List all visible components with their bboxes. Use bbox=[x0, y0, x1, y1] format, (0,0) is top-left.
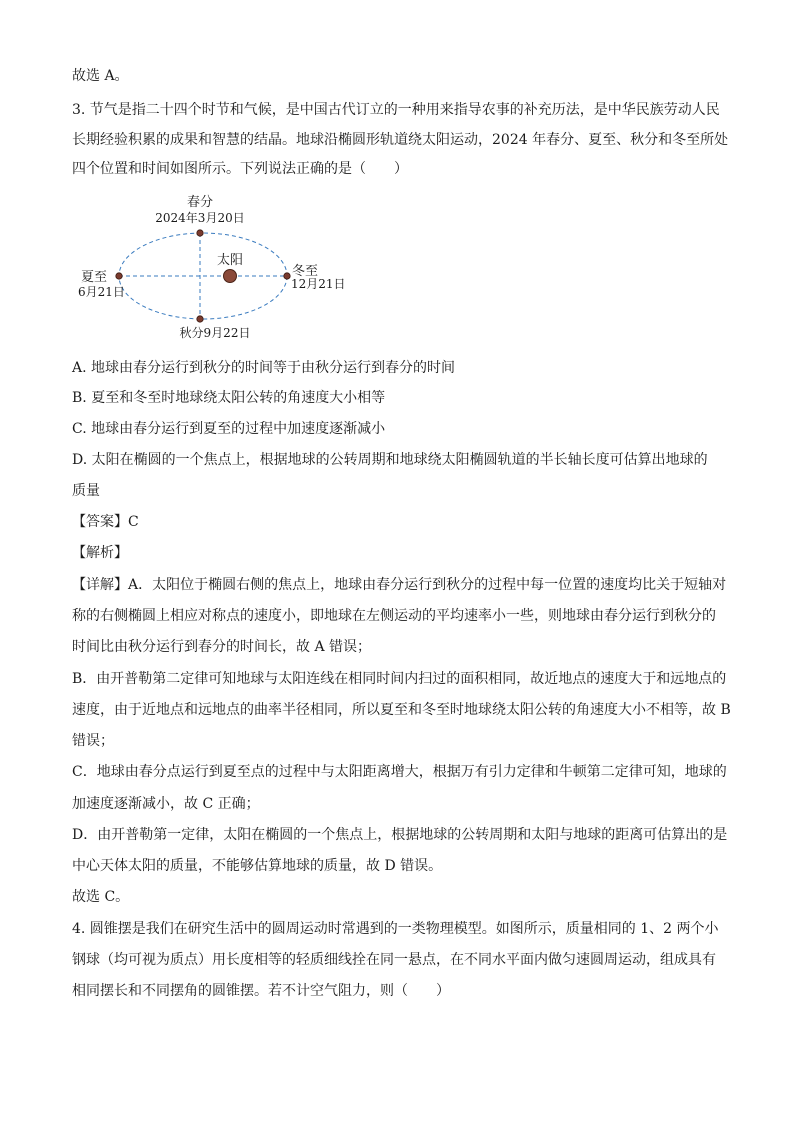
detail-line-1: 【详解】A．太阳位于椭圆右侧的焦点上，地球由春分运行到秋分的过程中每一位置的速度均比关于短轴对 bbox=[72, 577, 727, 593]
detail-line-7: C．地球由春分点运行到夏至点的过程中与太阳距离增大，根据万有引力定律和牛顿第二定律可知，地球的 bbox=[72, 764, 727, 780]
analysis-heading: 【解析】 bbox=[72, 545, 128, 561]
detail-line-4: B．由开普勒第二定律可知地球与太阳连线在相同时间内扫过的面积相同，故近地点的速度大于和远地点的 bbox=[72, 671, 727, 687]
detail-line-3: 时间比由秋分运行到春分的时间长，故 A 错误； bbox=[72, 639, 372, 655]
option-d-line-1: D. 太阳在椭圆的一个焦点上，根据地球的公转周期和地球绕太阳椭圆轨道的半长轴长度可估算出地球的 bbox=[72, 452, 708, 468]
option-d-line-2: 质量 bbox=[72, 483, 100, 499]
orbit-diagram-svg bbox=[72, 190, 372, 345]
option-b: B. 夏至和冬至时地球绕太阳公转的角速度大小相等 bbox=[72, 390, 386, 406]
option-c: C. 地球由春分运行到夏至的过程中加速度逐渐减小 bbox=[72, 421, 386, 437]
winter-date-label: 12月21日 bbox=[291, 277, 346, 291]
option-a: A. 地球由春分运行到秋分的时间等于由秋分运行到春分的时间 bbox=[72, 360, 456, 376]
earth-summer-icon bbox=[116, 273, 122, 279]
detail-line-6: 错误； bbox=[72, 733, 114, 749]
spring-name-label: 春分 bbox=[186, 195, 214, 210]
earth-autumn-icon bbox=[197, 316, 203, 322]
earth-spring-icon bbox=[197, 230, 203, 236]
detail-line-5: 速度，由于近地点和远地点的曲率半径相同，所以夏至和冬至时地球绕太阳公转的角速度大小不相等，故 B bbox=[72, 702, 731, 718]
orbit-diagram bbox=[72, 190, 372, 345]
choice-line: 故选 C。 bbox=[72, 889, 130, 905]
prev-choice-line: 故选 A。 bbox=[72, 68, 129, 84]
question-3-line-2: 长期经验积累的成果和智慧的结晶。地球沿椭圆形轨道绕太阳运动，2024 年春分、夏至、秋分和冬至所处 bbox=[72, 132, 729, 148]
answer-line: 【答案】C bbox=[72, 514, 139, 530]
spring-date-label: 2024年3月20日 bbox=[155, 211, 245, 225]
question-3-line-1: 3. 节气是指二十四个时节和气候，是中国古代订立的一种用来指导农事的补充历法，是中华民族劳动人民 bbox=[72, 102, 720, 118]
question-3-line-3: 四个位置和时间如图所示。下列说法正确的是（ ） bbox=[72, 161, 408, 177]
autumn-label: 秋分9月22日 bbox=[179, 326, 251, 340]
question-4-line-3: 相同摆长和不同摆角的圆锥摆。若不计空气阻力，则（ ） bbox=[72, 983, 450, 999]
detail-line-2: 称的右侧椭圆上相应对称点的速度小，即地球在左侧运动的平均速率小一些，则地球由春分运行到秋分的 bbox=[72, 608, 716, 624]
sun-icon bbox=[224, 270, 237, 283]
earth-winter-icon bbox=[284, 273, 290, 279]
question-4-line-2: 钢球（均可视为质点）用长度相等的轻质细线拴在同一悬点，在不同水平面内做匀速圆周运动，组成具有 bbox=[72, 952, 716, 968]
question-4-line-1: 4. 圆锥摆是我们在研究生活中的圆周运动时常遇到的一类物理模型。如图所示，质量相同的 1、2 两个小 bbox=[72, 921, 719, 937]
detail-line-9: D．由开普勒第一定律，太阳在椭圆的一个焦点上，根据地球的公转周期和太阳与地球的距离可估算出的是 bbox=[72, 827, 728, 843]
summer-date-label: 6月21日 bbox=[78, 285, 125, 299]
sun-label: 太阳 bbox=[216, 253, 244, 268]
detail-line-10: 中心天体太阳的质量，不能够估算地球的质量，故 D 错误。 bbox=[72, 858, 443, 874]
summer-name-label: 夏至 bbox=[81, 270, 108, 285]
winter-name-label: 冬至 bbox=[292, 264, 319, 279]
detail-line-8: 加速度逐渐减小，故 C 正确； bbox=[72, 796, 260, 812]
